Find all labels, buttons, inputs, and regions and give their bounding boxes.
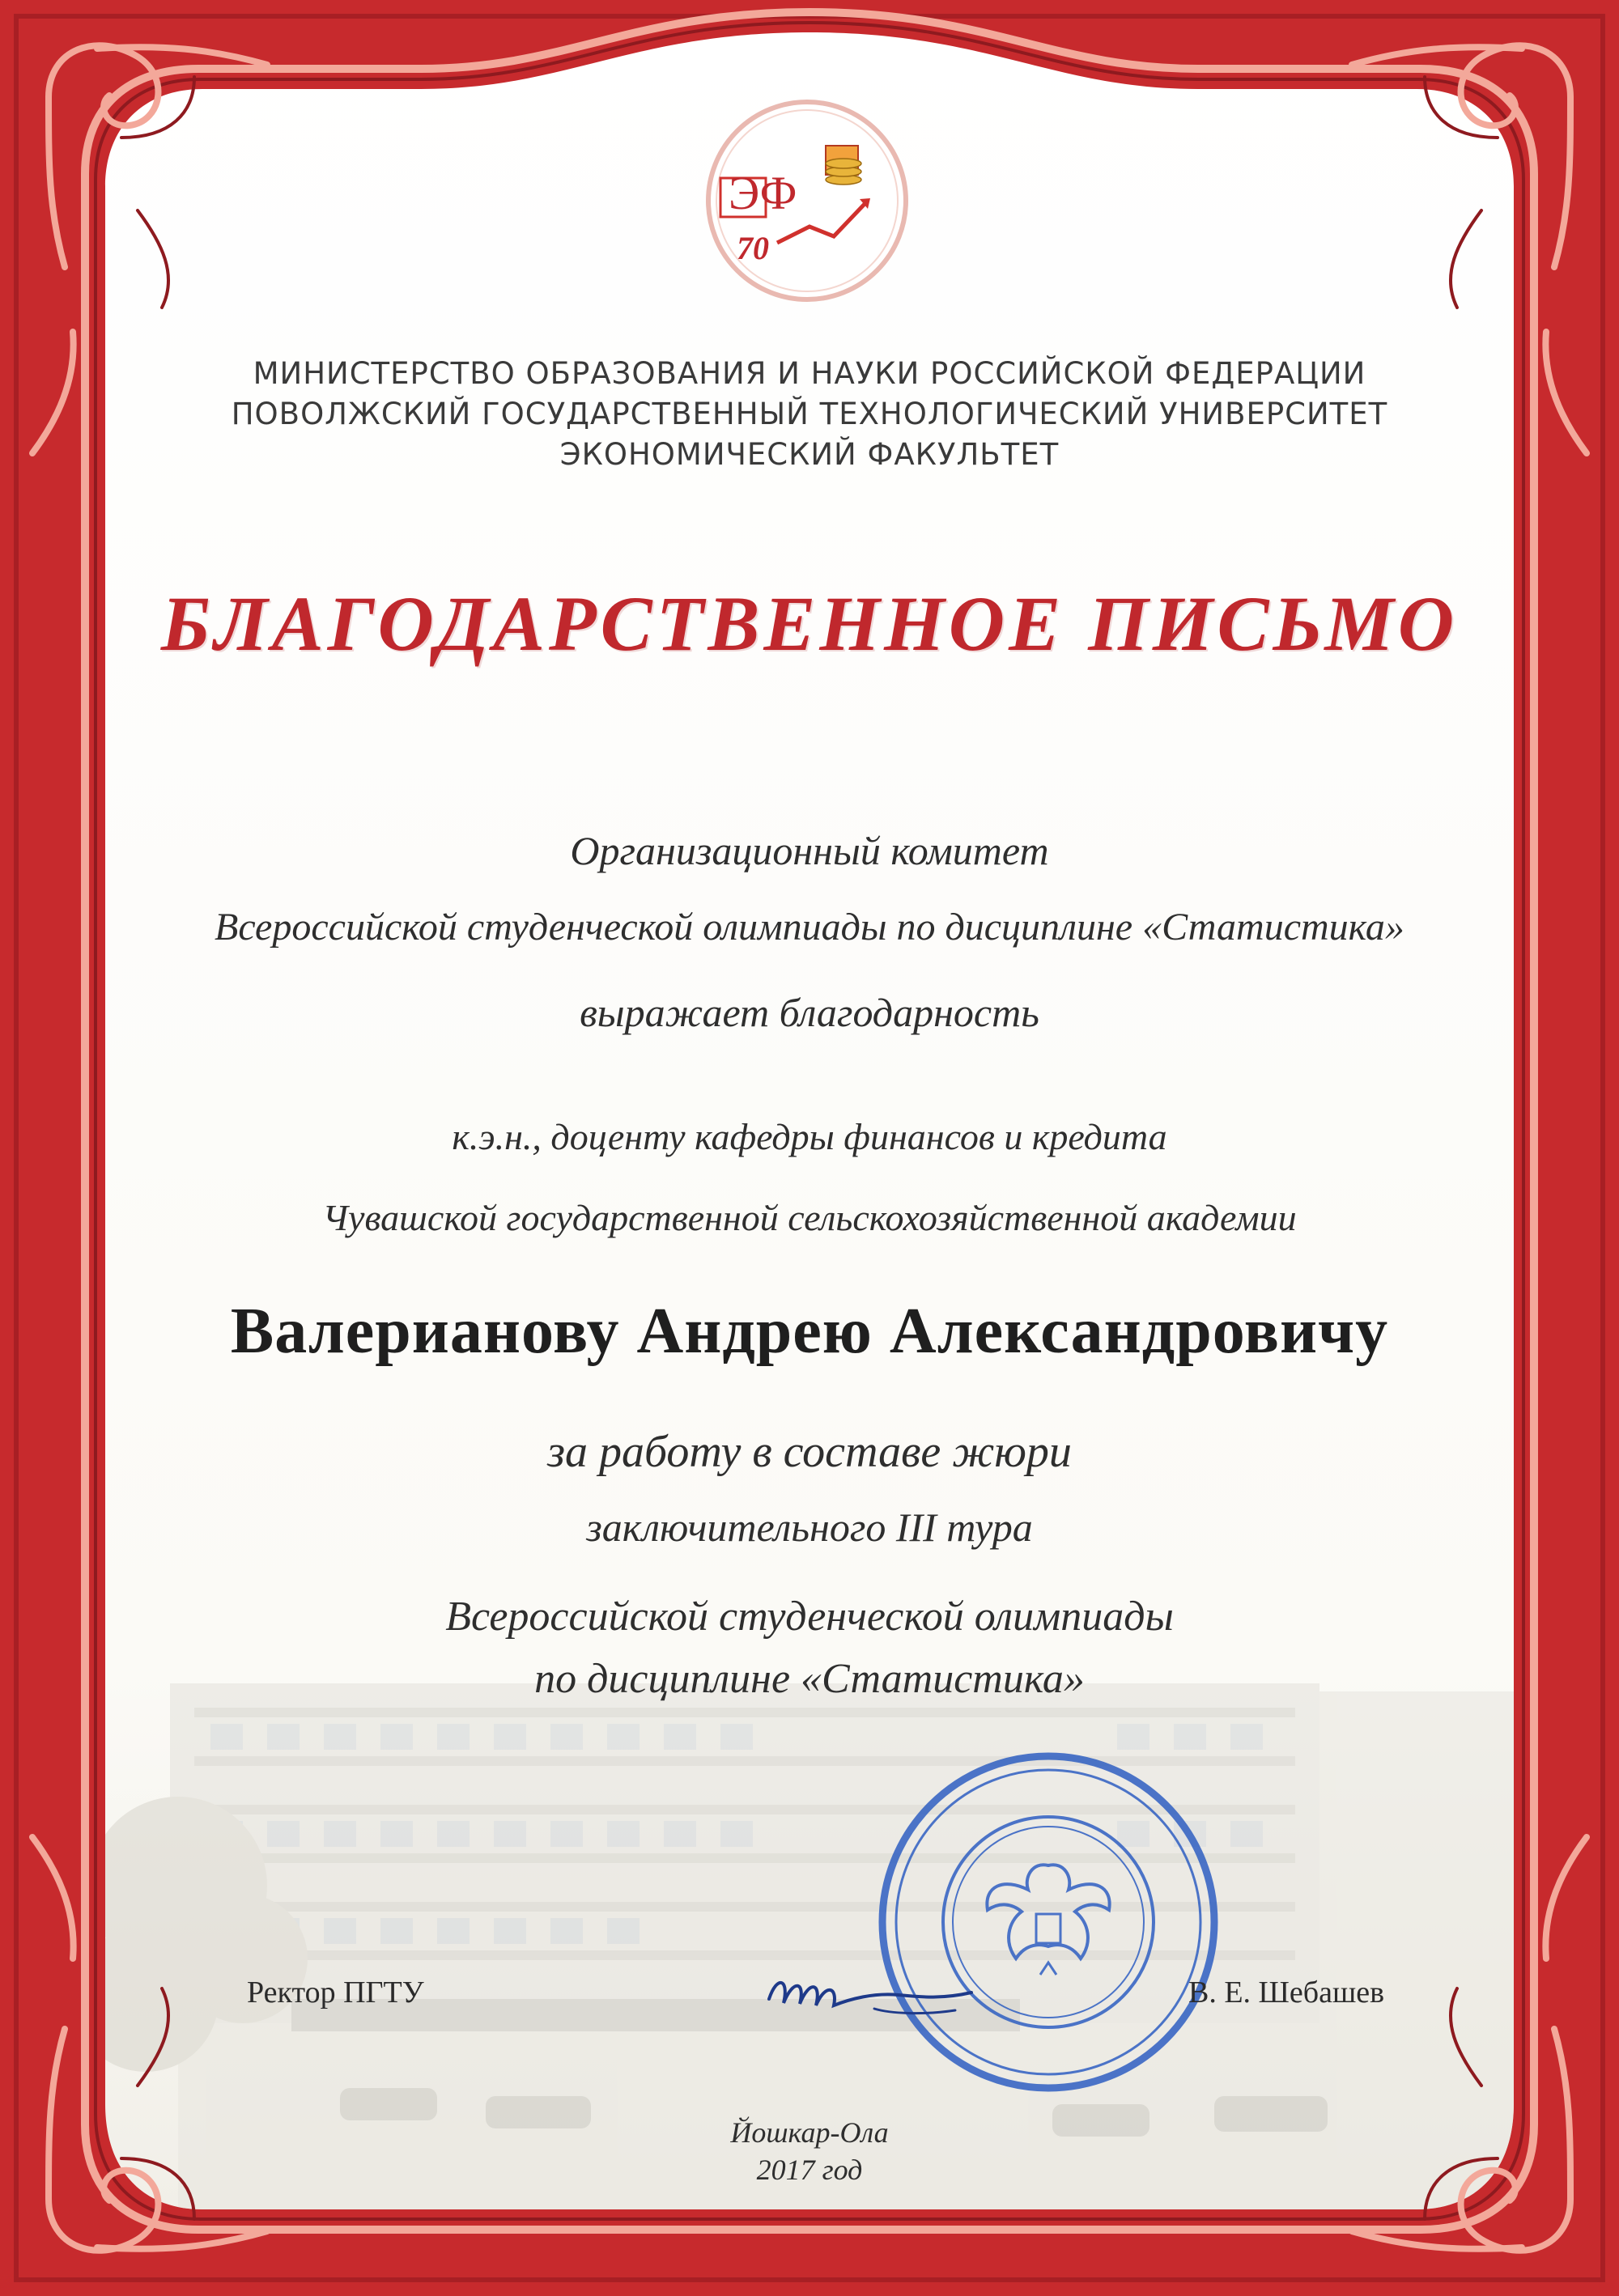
signatory-role: Ректор ПГТУ [247,1976,424,2010]
recipient-name: Валерианову Андрею Александровичу [230,1296,1389,1367]
committee-line-1: Организационный комитет [570,828,1049,873]
signatory-name: В. Е. Шебашев [1188,1976,1385,2010]
reason-line-1: за работу в составе жюри [547,1427,1072,1477]
committee-line-2: Всероссийской студенческой олимпиады по дисциплине «Статистика» [215,906,1404,949]
document-title: БЛАГОДАРСТВЕННОЕ ПИСЬМО [160,580,1459,667]
header-ministry: МИНИСТЕРСТВО ОБРАЗОВАНИЯ И НАУКИ РОССИЙСКОЙ ФЕДЕРАЦИИ [253,356,1366,391]
reason-line-2: заключительного III тура [586,1504,1033,1550]
logo-abbreviation: ЭФ [729,167,797,219]
position-line-2: Чувашской государственной сельскохозяйственной академии [322,1197,1297,1238]
reason-line-3: Всероссийской студенческой олимпиады [445,1594,1174,1640]
footer-year: 2017 год [756,2154,863,2186]
logo-year: 70 [737,230,769,266]
header-university: ПОВОЛЖСКИЙ ГОСУДАРСТВЕННЫЙ ТЕХНОЛОГИЧЕСКИЙ УНИВЕРСИТЕТ [231,397,1388,431]
position-line-1: к.э.н., доценту кафедры финансов и кредита [452,1116,1167,1157]
thanks-line: выражает благодарность [580,990,1039,1035]
reason-line-4: по дисциплине «Статистика» [534,1656,1085,1702]
footer-city: Йошкар-Ола [730,2116,889,2149]
header-faculty: ЭКОНОМИЧЕСКИЙ ФАКУЛЬТЕТ [559,437,1060,472]
